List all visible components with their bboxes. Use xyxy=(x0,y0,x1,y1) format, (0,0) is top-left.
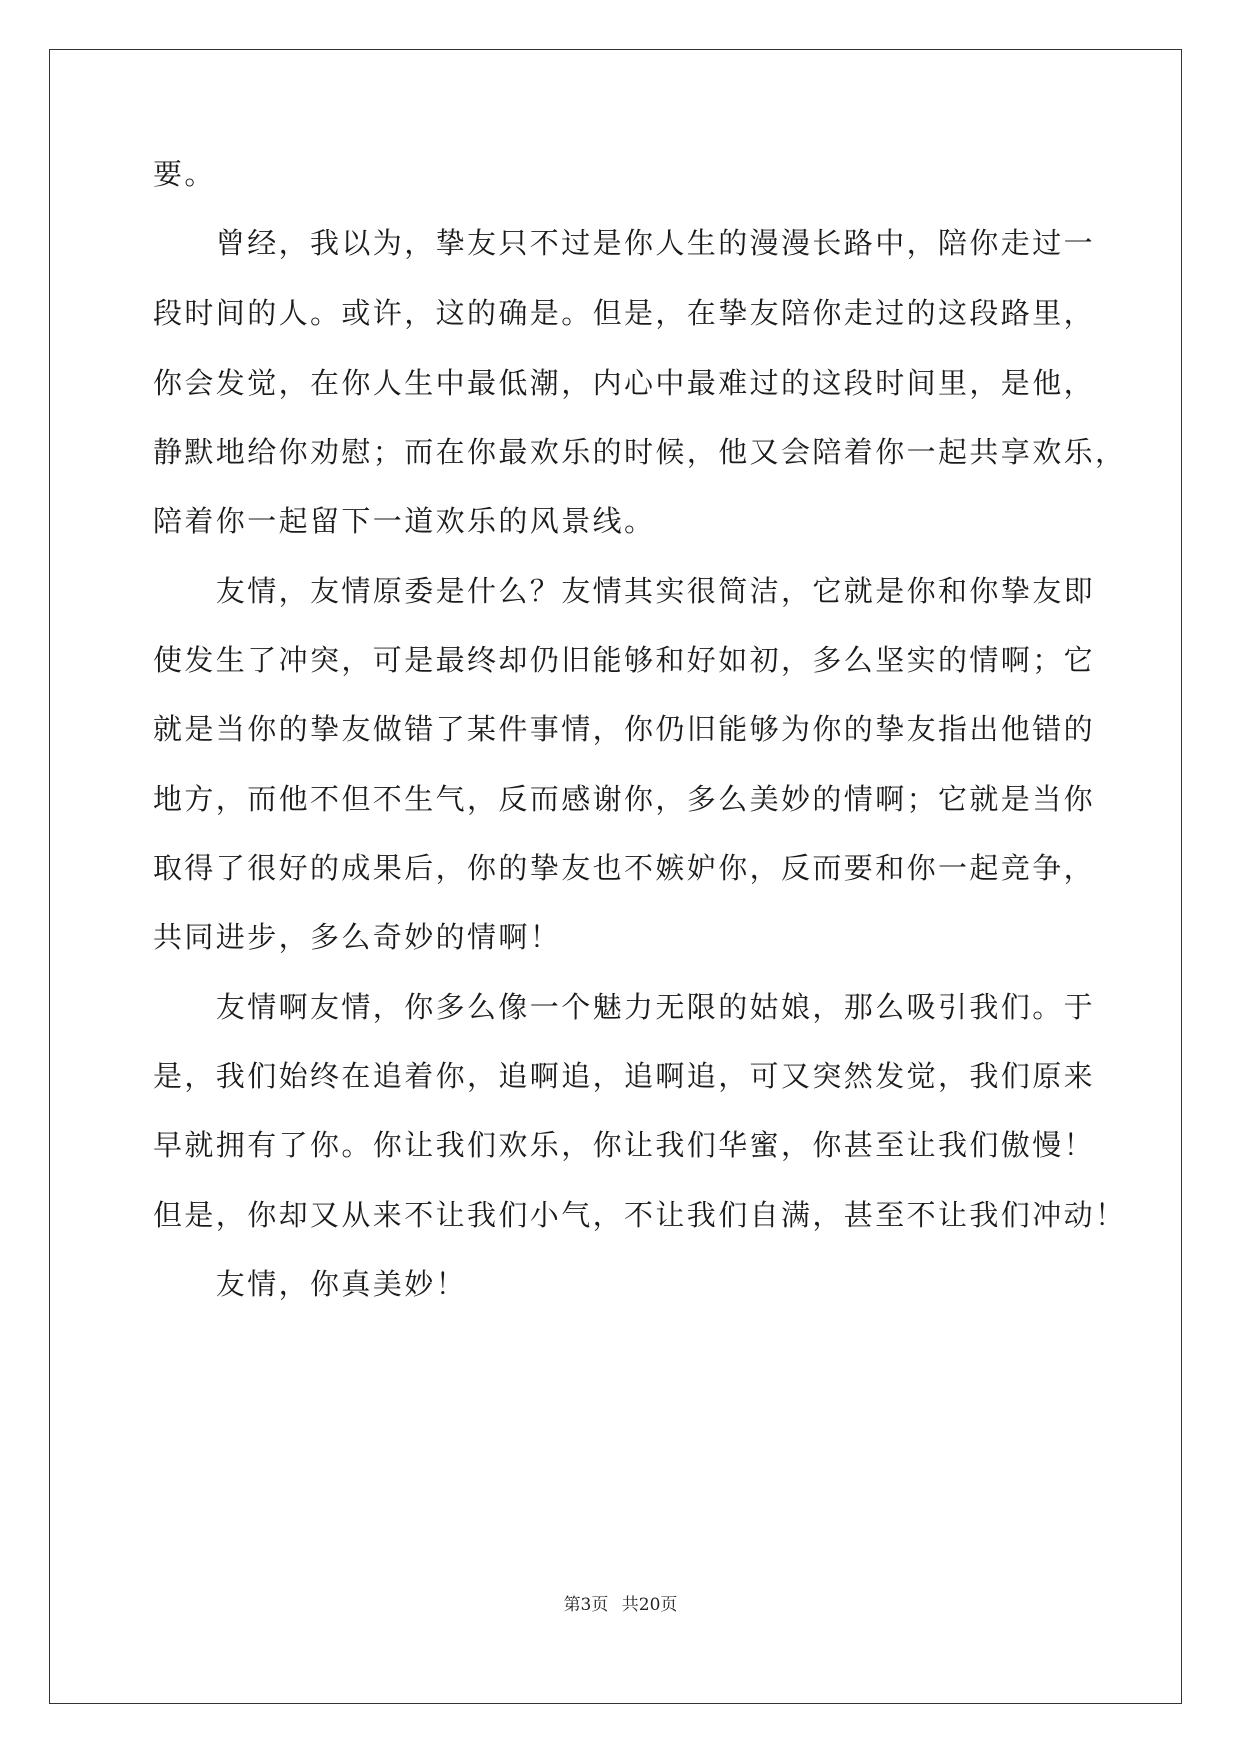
text-line: 是，我们始终在追着你，追啊追，追啊追，可又突然发觉，我们原来 xyxy=(153,1059,1096,1093)
text-line: 地方，而他不但不生气，反而感谢你，多么美妙的情啊；它就是当你 xyxy=(153,782,1096,816)
text-line: 取得了很好的成果后，你的挚友也不嫉妒你，反而要和你一起竞争， xyxy=(153,851,1096,885)
text-line: 段时间的人。或许，这的确是。但是，在挚友陪你走过的这段路里， xyxy=(153,296,1096,330)
page-number: 第3页 xyxy=(563,1595,609,1615)
text-line: 但是，你却又从来不让我们小气，不让我们自满，甚至不让我们冲动！ xyxy=(153,1198,1127,1232)
text-line: 你会发觉，在你人生中最低潮，内心中最难过的这段时间里，是他， xyxy=(153,366,1096,400)
page-total: 共20页 xyxy=(621,1595,678,1615)
text-line: 陪着你一起留下一道欢乐的风景线。 xyxy=(153,504,656,538)
text-line: 早就拥有了你。你让我们欢乐，你让我们华蜜，你甚至让我们傲慢！ xyxy=(153,1128,1096,1162)
text-line: 曾经，我以为，挚友只不过是你人生的漫漫长路中，陪你走过一 xyxy=(153,226,1096,260)
text-line: 友情，你真美妙！ xyxy=(153,1267,468,1301)
text-line: 就是当你的挚友做错了某件事情，你仍旧能够为你的挚友指出他错的 xyxy=(153,712,1096,746)
text-line: 静默地给你劝慰；而在你最欢乐的时候，他又会陪着你一起共享欢乐， xyxy=(153,435,1127,469)
text-line: 友情啊友情，你多么像一个魅力无限的姑娘，那么吸引我们。于 xyxy=(153,990,1096,1024)
text-line: 友情，友情原委是什么？友情其实很简洁，它就是你和你挚友即 xyxy=(153,574,1096,608)
text-line: 共同进步，多么奇妙的情啊！ xyxy=(153,920,562,954)
text-line: 使发生了冲突，可是最终却仍旧能够和好如初，多么坚实的情啊；它 xyxy=(153,643,1096,677)
text-line: 要。 xyxy=(153,157,216,191)
page-footer xyxy=(0,1590,1241,1615)
